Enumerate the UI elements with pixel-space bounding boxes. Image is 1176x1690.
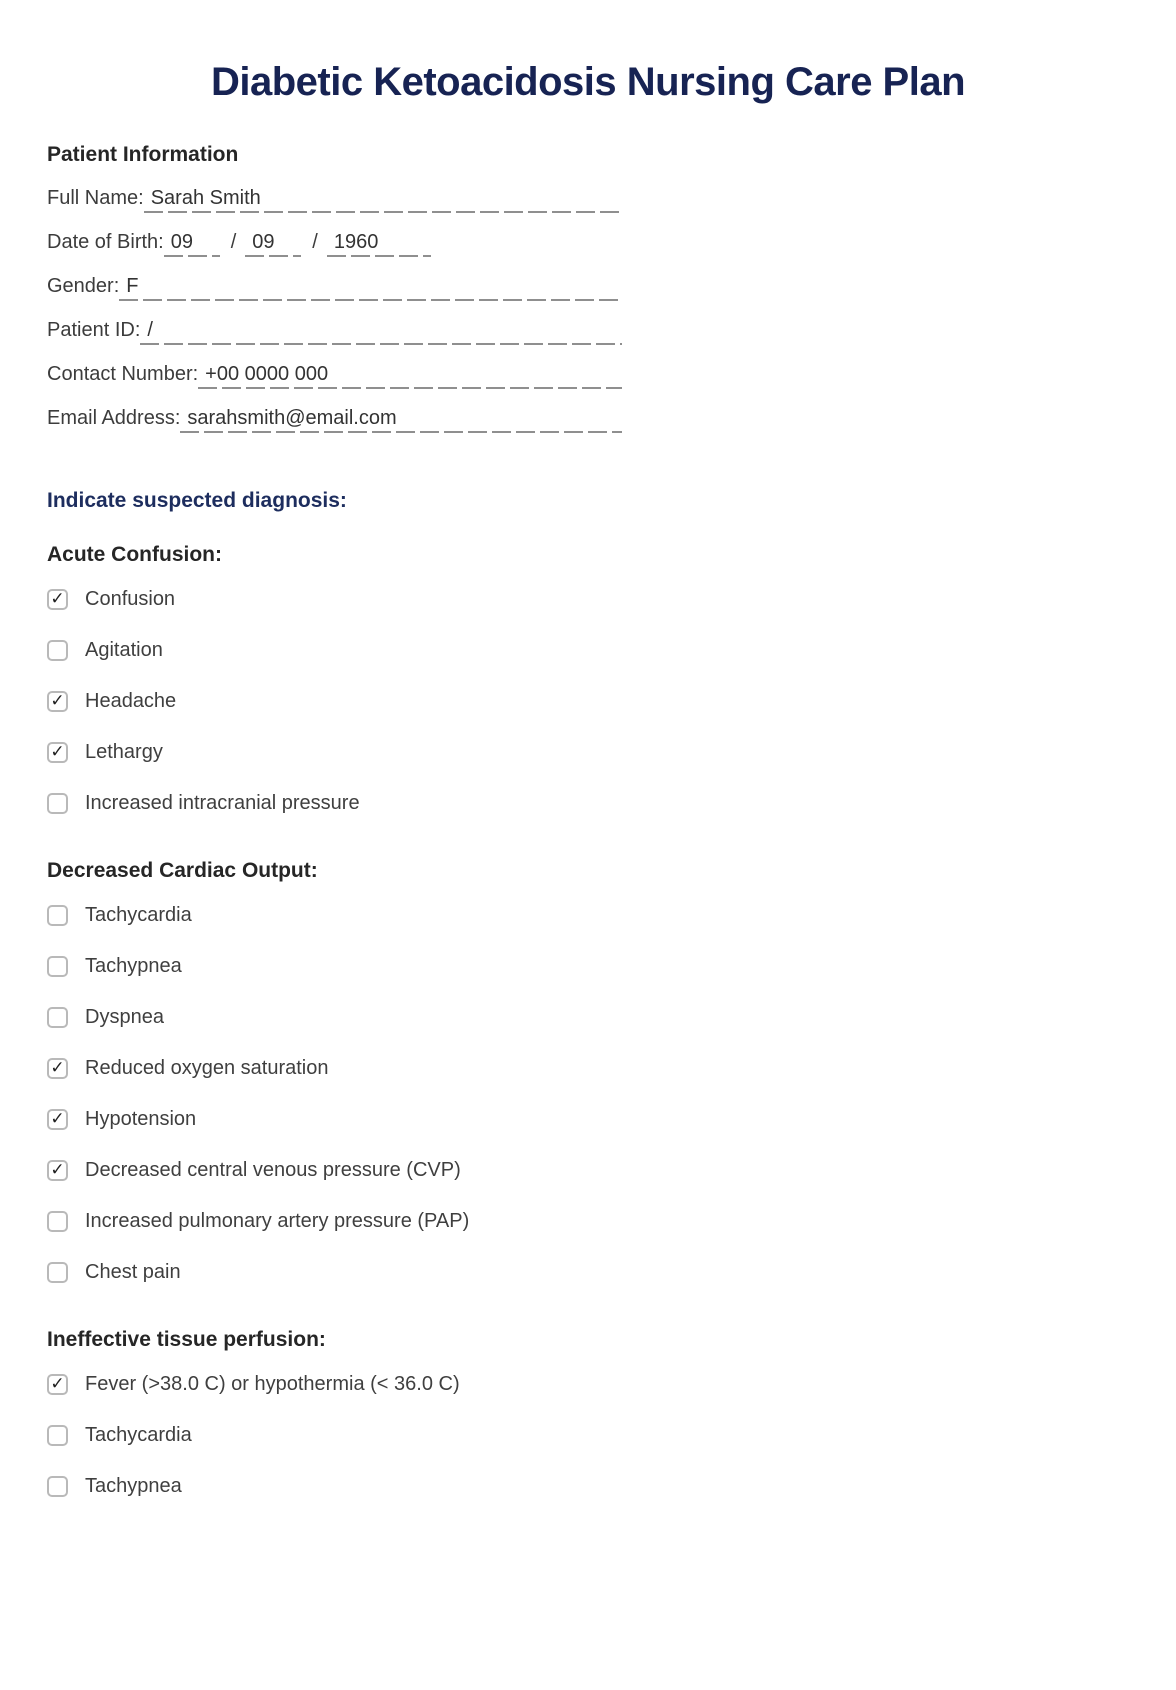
- checkbox-agitation[interactable]: [47, 640, 68, 661]
- suspected-diagnosis-heading: Indicate suspected diagnosis:: [47, 489, 347, 512]
- checkbox-label: Decreased central venous pressure (CVP): [85, 1159, 461, 1181]
- contact-number-row: [47, 363, 622, 407]
- contact-number-label: Contact Number:: [47, 363, 199, 385]
- checkbox-tachypnea-2[interactable]: [47, 1476, 68, 1497]
- checkbox-label: Headache: [85, 690, 177, 712]
- checkbox-row: [47, 992, 1129, 1043]
- checkbox-dyspnea[interactable]: [47, 1007, 68, 1028]
- checkbox-label: Lethargy: [85, 741, 163, 763]
- full-name-row: [47, 187, 622, 231]
- checkbox-row: [47, 625, 1129, 676]
- checkbox-label: Tachypnea: [85, 955, 182, 977]
- checkbox-row: [47, 1461, 1129, 1512]
- checkbox-hypotension[interactable]: [47, 1109, 68, 1130]
- checkbox-row: [47, 1359, 1129, 1410]
- ineffective-tissue-perfusion-list: [47, 1359, 1129, 1512]
- checkbox-row: [47, 890, 1129, 941]
- checkbox-label: Dyspnea: [85, 1006, 164, 1028]
- checkbox-tachypnea[interactable]: [47, 956, 68, 977]
- page-title: Diabetic Ketoacidosis Nursing Care Plan: [210, 60, 966, 104]
- checkmark-icon: ✓: [50, 589, 65, 608]
- checkbox-row: [47, 727, 1129, 778]
- checkbox-increased-pap[interactable]: [47, 1211, 68, 1232]
- dob-separator: /: [312, 231, 318, 253]
- date-of-birth-label: Date of Birth:: [47, 231, 164, 253]
- gender-field[interactable]: F: [119, 275, 622, 301]
- gender-row: [47, 275, 622, 319]
- checkbox-row: [47, 574, 1129, 625]
- patient-id-label: Patient ID:: [47, 319, 141, 341]
- email-address-label: Email Address:: [47, 407, 181, 429]
- email-address-row: [47, 407, 622, 451]
- document-page: [0, 60, 1176, 1690]
- date-of-birth-row: [47, 231, 622, 275]
- checkbox-reduced-oxygen-saturation[interactable]: [47, 1058, 68, 1079]
- checkbox-row: [47, 1043, 1129, 1094]
- section-heading-decreased-cardiac-output: Decreased Cardiac Output:: [47, 859, 318, 882]
- checkbox-row: [47, 1410, 1129, 1461]
- checkmark-icon: ✓: [50, 1058, 65, 1077]
- checkbox-confusion[interactable]: [47, 589, 68, 610]
- checkbox-label: Chest pain: [85, 1261, 181, 1283]
- checkbox-tachycardia[interactable]: [47, 905, 68, 926]
- checkbox-row: [47, 1247, 1129, 1298]
- checkbox-decreased-cvp[interactable]: [47, 1160, 68, 1181]
- dob-separator: /: [230, 231, 237, 253]
- checkbox-row: [47, 941, 1129, 992]
- checkbox-tachycardia-2[interactable]: [47, 1425, 68, 1446]
- checkbox-label: Increased intracranial pressure: [85, 792, 360, 814]
- checkbox-label: Fever (>38.0 C) or hypothermia (< 36.0 C): [85, 1373, 460, 1395]
- checkmark-icon: ✓: [50, 742, 65, 761]
- full-name-field[interactable]: Sarah Smith: [144, 187, 622, 213]
- dob-year-field[interactable]: 1960: [327, 231, 431, 257]
- checkbox-lethargy[interactable]: [47, 742, 68, 763]
- contact-number-field[interactable]: +00 0000 000: [198, 363, 622, 389]
- checkbox-increased-intracranial-pressure[interactable]: [47, 793, 68, 814]
- patient-id-field[interactable]: /: [140, 319, 622, 345]
- checkbox-row: [47, 676, 1129, 727]
- checkbox-label: Tachycardia: [85, 904, 192, 926]
- decreased-cardiac-output-list: [47, 890, 1129, 1298]
- checkbox-headache[interactable]: [47, 691, 68, 712]
- section-heading-ineffective-tissue-perfusion: Ineffective tissue perfusion:: [47, 1328, 326, 1351]
- checkbox-label: Increased pulmonary artery pressure (PAP): [85, 1210, 470, 1232]
- checkbox-label: Reduced oxygen saturation: [85, 1057, 329, 1079]
- patient-id-row: [47, 319, 622, 363]
- checkbox-label: Hypotension: [85, 1108, 197, 1130]
- checkmark-icon: ✓: [50, 691, 65, 710]
- checkmark-icon: ✓: [50, 1374, 65, 1393]
- checkbox-label: Confusion: [85, 588, 176, 610]
- checkbox-row: [47, 1196, 1129, 1247]
- checkbox-label: Tachypnea: [85, 1475, 182, 1497]
- gender-label: Gender:: [47, 275, 120, 297]
- checkbox-row: [47, 778, 1129, 829]
- checkbox-label: Agitation: [85, 639, 163, 661]
- checkbox-chest-pain[interactable]: [47, 1262, 68, 1283]
- patient-information-heading: Patient Information: [47, 143, 239, 166]
- dob-month-field[interactable]: 09: [164, 231, 220, 257]
- checkbox-fever-or-hypothermia[interactable]: [47, 1374, 68, 1395]
- acute-confusion-list: [47, 574, 1129, 829]
- full-name-label: Full Name:: [47, 187, 144, 209]
- checkbox-label: Tachycardia: [85, 1424, 192, 1446]
- dob-day-field[interactable]: 09: [245, 231, 301, 257]
- checkmark-icon: ✓: [50, 1109, 65, 1128]
- email-address-field[interactable]: sarahsmith@email.com: [180, 407, 622, 433]
- section-heading-acute-confusion: Acute Confusion:: [47, 543, 222, 566]
- checkmark-icon: ✓: [50, 1160, 65, 1179]
- checkbox-row: [47, 1145, 1129, 1196]
- checkbox-row: [47, 1094, 1129, 1145]
